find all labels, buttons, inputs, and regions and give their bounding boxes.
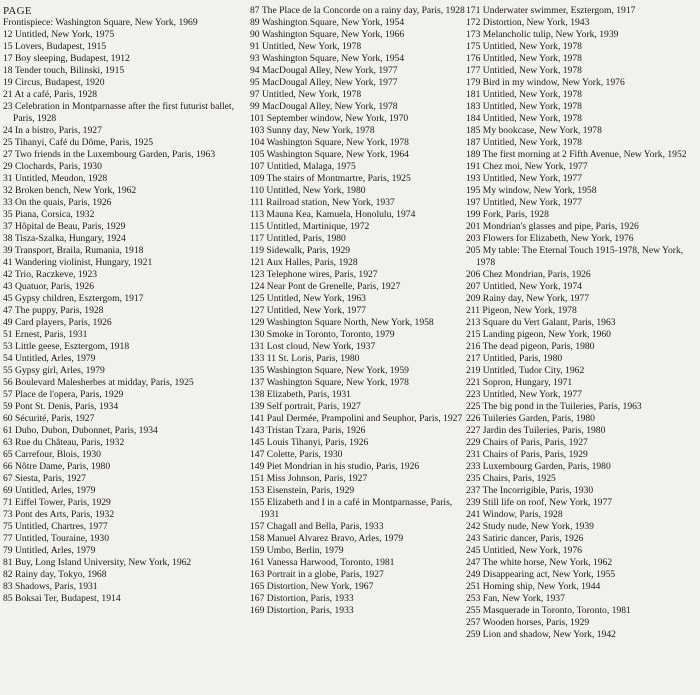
index-entry: 18 Tender touch, Bilinski, 1915 [3, 65, 125, 76]
index-entry: 141 Paul Dermée, Prampolini and Seuphor, Paris, 1927 [250, 413, 463, 424]
index-column-2 [250, 5, 465, 617]
index-entry: 94 MacDougal Alley, New York, 1977 [250, 65, 398, 76]
index-entry: 25 Tihanyi, Café du Dôme, Paris, 1925 [3, 137, 154, 148]
index-entry: 24 In a bistro, Paris, 1927 [3, 125, 102, 136]
index-entry: 55 Gypsy girl, Arles, 1979 [3, 365, 105, 376]
index-entry: 117 Untitled, Paris, 1980 [250, 233, 346, 244]
index-entry: 237 The Incorrigible, Paris, 1930 [466, 485, 594, 496]
index-entry: 95 MacDougal Alley, New York, 1977 [250, 77, 398, 88]
index-entry: 42 Trio, Raczkeve, 1923 [3, 269, 98, 280]
index-entry: 81 Buy, Long Island University, New York, 1962 [3, 557, 192, 568]
index-entry: 203 Flowers for Elizabeth, New York, 1976 [466, 233, 634, 244]
index-entry: 33 On the quais, Paris, 1926 [3, 197, 112, 208]
index-entry: 247 The white horse, New York, 1962 [466, 557, 613, 568]
index-entry: 29 Clochards, Paris, 1930 [3, 161, 102, 172]
index-entry: 233 Luxembourg Garden, Paris, 1980 [466, 461, 611, 472]
index-entry: 83 Shadows, Paris, 1931 [3, 581, 98, 592]
index-entry: 189 The first morning at 2 Fifth Avenue, New York, 1952 [466, 149, 687, 160]
index-entry: 205 My table: The Eternal Touch 1915-1978, New York, 1978 [466, 245, 684, 268]
index-entry: 97 Untitled, New York, 1978 [250, 89, 362, 100]
index-entry: 105 Washington Square, New York, 1964 [250, 149, 409, 160]
index-entry: 63 Rue du Château, Paris, 1932 [3, 437, 125, 448]
index-entry: 77 Untitled, Touraine, 1930 [3, 533, 109, 544]
index-entry: 57 Place de l'opera, Paris, 1929 [3, 389, 124, 400]
index-entry: 149 Piet Mondrian in his studio, Paris, 1926 [250, 461, 420, 472]
index-entry: 21 At a café, Paris, 1928 [3, 89, 98, 100]
index-entry: 51 Ernest, Paris, 1931 [3, 329, 88, 340]
index-entry: 138 Elizabeth, Paris, 1931 [250, 389, 351, 400]
index-entry: 259 Lion and shadow, New York, 1942 [466, 629, 616, 640]
index-entry: 243 Satiric dancer, Paris, 1926 [466, 533, 584, 544]
index-entry: 185 My bookcase, New York, 1978 [466, 125, 602, 136]
index-entry: 123 Telephone wires, Paris, 1927 [250, 269, 378, 280]
index-entry: 183 Untitled, New York, 1978 [466, 101, 582, 112]
index-entry: 249 Disappearing act, New York, 1955 [466, 569, 616, 580]
page-header: PAGE [3, 5, 32, 17]
index-entry: 56 Boulevard Malesherbes at midday, Paris, 1925 [3, 377, 194, 388]
index-entry: 66 Nôtre Dame, Paris, 1980 [3, 461, 111, 472]
index-entry: 241 Window, Paris, 1928 [466, 509, 563, 520]
index-entry: 255 Masquerade in Toronto, Toronto, 1981 [466, 605, 631, 616]
index-entry: 169 Distortion, Paris, 1933 [250, 605, 354, 616]
index-entry: 119 Sidewalk, Paris, 1929 [250, 245, 351, 256]
index-entry: 12 Untitled, New York, 1975 [3, 29, 115, 40]
index-entry: 103 Sunny day, New York, 1978 [250, 125, 375, 136]
index-entry: 143 Tristan Tzara, Paris, 1926 [250, 425, 366, 436]
index-entry: 101 September window, New York, 1970 [250, 113, 409, 124]
index-entry: 99 MacDougal Alley, New York, 1978 [250, 101, 398, 112]
index-entry: 159 Umbo, Berlin, 1979 [250, 545, 344, 556]
index-entry: 82 Rainy day, Tokyo, 1968 [3, 569, 107, 580]
index-entry: 157 Chagall and Bella, Paris, 1933 [250, 521, 384, 532]
index-entry: 231 Chairs of Paris, Paris, 1929 [466, 449, 588, 460]
index-entry: 201 Mondrian's glasses and pipe, Paris, 1926 [466, 221, 639, 232]
index-entry: 45 Gypsy children, Esztergom, 1917 [3, 293, 144, 304]
index-entry: 85 Boksai Ter, Budapest, 1914 [3, 593, 121, 604]
index-entry: 221 Sopron, Hungary, 1971 [466, 377, 573, 388]
index-entry: 131 Lost cloud, New York, 1937 [250, 341, 376, 352]
index-entry: 217 Untitled, Paris, 1980 [466, 353, 563, 364]
index-entry: 225 The big pond in the Tuileries, Paris, 1963 [466, 401, 642, 412]
index-entry: 60 Sécurité, Paris, 1927 [3, 413, 95, 424]
index-entry: 179 Bird in my window, New York, 1976 [466, 77, 625, 88]
index-entry: 133 11 St. Loris, Paris, 1980 [250, 353, 360, 364]
index-entry: 211 Pigeon, New York, 1978 [466, 305, 577, 316]
index-entry: 151 Miss Johnson, Paris, 1927 [250, 473, 368, 484]
index-entry: 107 Untitled, Malaga, 1975 [250, 161, 356, 172]
index-entry: 184 Untitled, New York, 1978 [466, 113, 582, 124]
index-entry: 181 Untitled, New York, 1978 [466, 89, 582, 100]
index-entry: 173 Melancholic tulip, New York, 1939 [466, 29, 619, 40]
index-entry: 90 Washington Square, New York, 1966 [250, 29, 405, 40]
index-entry: 31 Untitled, Meudon, 1928 [3, 173, 108, 184]
index-entry: 109 The stairs of Montmartre, Paris, 1925 [250, 173, 411, 184]
index-entry: 17 Boy sleeping, Budapest, 1912 [3, 53, 130, 64]
index-entry: 125 Untitled, New York, 1963 [250, 293, 366, 304]
index-entry: 35 Piana, Corsica, 1932 [3, 209, 95, 220]
index-entry: 41 Wandering violinist, Hungary, 1921 [3, 257, 153, 268]
index-entry: 158 Manuel Alvarez Bravo, Arles, 1979 [250, 533, 404, 544]
index-entry: 38 Tisza-Szalka, Hungary, 1924 [3, 233, 126, 244]
index-entry: 79 Untitled, Arles, 1979 [3, 545, 96, 556]
index-entry: 135 Washington Square, New York, 1959 [250, 365, 409, 376]
index-entry: 175 Untitled, New York, 1978 [466, 41, 582, 52]
index-entry: 49 Card players, Paris, 1926 [3, 317, 112, 328]
index-entry: 71 Eiffel Tower, Paris, 1929 [3, 497, 111, 508]
index-entry: 207 Untitled, New York, 1974 [466, 281, 582, 292]
index-entry: 32 Broken bench, New York, 1962 [3, 185, 137, 196]
index-entry: 115 Untitled, Martinique, 1972 [250, 221, 370, 232]
index-entry: 177 Untitled, New York, 1978 [466, 65, 582, 76]
index-entry: 193 Untitled, New York, 1977 [466, 173, 582, 184]
index-entry: 139 Self portrait, Paris, 1927 [250, 401, 361, 412]
index-entry: 54 Untitled, Arles, 1979 [3, 353, 96, 364]
index-entry: 110 Untitled, New York, 1980 [250, 185, 366, 196]
index-entry: 137 Washington Square, New York, 1978 [250, 377, 409, 388]
index-entry: 213 Square du Vert Galant, Paris, 1963 [466, 317, 616, 328]
index-entry: 153 Eisenstein, Paris, 1929 [250, 485, 355, 496]
index-entry: 124 Near Pont de Grenelle, Paris, 1927 [250, 281, 401, 292]
index-entry: 235 Chairs, Paris, 1925 [466, 473, 556, 484]
index-entry: 91 Untitled, New York, 1978 [250, 41, 362, 52]
index-entry: 163 Portrait in a globe, Paris, 1927 [250, 569, 384, 580]
index-entry: 39 Transport, Braila, Rumania, 1918 [3, 245, 144, 256]
index-entry: 191 Chez moi, New York, 1977 [466, 161, 588, 172]
index-entry: 215 Landing pigeon, New York, 1960 [466, 329, 611, 340]
index-entry: Frontispiece: Washington Square, New York, 1969 [3, 17, 198, 28]
index-entry: 59 Pont St. Denis, Paris, 1934 [3, 401, 119, 412]
index-entry: 171 Underwater swimmer, Esztergom, 1917 [466, 5, 636, 16]
index-entry: 216 The dead pigeon, Paris, 1980 [466, 341, 595, 352]
index-column-3 [466, 5, 698, 641]
index-entry: 67 Siesta, Paris, 1927 [3, 473, 86, 484]
index-entry: 53 Little geese, Esztergom, 1918 [3, 341, 130, 352]
index-entry: 61 Dubo, Dubon, Dubonnet, Paris, 1934 [3, 425, 158, 436]
index-entry: 161 Vanessa Harwood, Toronto, 1981 [250, 557, 395, 568]
index-entry: 43 Quatuor, Paris, 1926 [3, 281, 95, 292]
index-entry: 245 Untitled, New York, 1976 [466, 545, 582, 556]
index-entry: 113 Mauna Kea, Kamuela, Honolulu, 1974 [250, 209, 416, 220]
index-entry: 199 Fork, Paris, 1928 [466, 209, 549, 220]
index-entry: 155 Elizabeth and I in a café in Montparnasse, Paris, 1931 [250, 497, 453, 520]
index-entry: 130 Smoke in Toronto, Toronto, 1979 [250, 329, 395, 340]
index-entry: 223 Untitled, New York, 1977 [466, 389, 582, 400]
index-entry: 93 Washington Square, New York, 1954 [250, 53, 405, 64]
index-entry: 251 Homing ship, New York, 1944 [466, 581, 601, 592]
index-entry: 257 Wooden horses, Paris, 1929 [466, 617, 590, 628]
index-entry: 65 Carrefour, Blois, 1930 [3, 449, 101, 460]
index-entry: 69 Untitled, Arles, 1979 [3, 485, 96, 496]
index-entry: 227 Jardin des Tuileries, Paris, 1980 [466, 425, 606, 436]
index-entry: 129 Washington Square North, New York, 1958 [250, 317, 434, 328]
index-entry: 209 Rainy day, New York, 1977 [466, 293, 590, 304]
index-entry: 253 Fan, New York, 1937 [466, 593, 565, 604]
index-entry: 23 Celebration in Montparnasse after the first futurist ballet, Paris, 1928 [3, 101, 234, 124]
index-entry: 27 Two friends in the Luxembourg Garden, Paris, 1963 [3, 149, 216, 160]
index-entry: 37 Hôpital de Beau, Paris, 1929 [3, 221, 126, 232]
index-entry: 147 Colette, Paris, 1930 [250, 449, 343, 460]
index-entry: 195 My window, New York, 1958 [466, 185, 597, 196]
index-entry: 239 Still life on roof, New York, 1977 [466, 497, 613, 508]
index-entry: 219 Untitled, Tudor City, 1962 [466, 365, 585, 376]
index-entry: 111 Railroad station, New York, 1937 [250, 197, 395, 208]
index-entry: 165 Distortion, New York, 1967 [250, 581, 374, 592]
index-entry: 226 Tuileries Garden, Paris, 1980 [466, 413, 595, 424]
index-entry: 87 The Place de la Concorde on a rainy day, Paris, 1928 [250, 5, 465, 16]
index-entry: 75 Untitled, Chartres, 1977 [3, 521, 108, 532]
index-entry: 167 Distortion, Paris, 1933 [250, 593, 354, 604]
index-entry: 104 Washington Square, New York, 1978 [250, 137, 409, 148]
index-entry: 197 Untitled, New York, 1977 [466, 197, 582, 208]
index-entry: 127 Untitled, New York, 1977 [250, 305, 366, 316]
index-entry: 73 Pont des Arts, Paris, 1932 [3, 509, 115, 520]
index-entry: 229 Chairs of Paris, Paris, 1927 [466, 437, 588, 448]
index-column-1 [3, 5, 243, 605]
index-entry: 172 Distortion, New York, 1943 [466, 17, 590, 28]
index-entry: 47 The puppy, Paris, 1928 [3, 305, 104, 316]
index-entry: 206 Chez Mondrian, Paris, 1926 [466, 269, 591, 280]
index-entry: 176 Untitled, New York, 1978 [466, 53, 582, 64]
index-entry: 15 Lovers, Budapest, 1915 [3, 41, 107, 52]
index-entry: 145 Louis Tihanyi, Paris, 1926 [250, 437, 369, 448]
index-entry: 89 Washington Square, New York, 1954 [250, 17, 405, 28]
index-entry: 121 Aux Halles, Paris, 1928 [250, 257, 358, 268]
index-entry: 187 Untitled, New York, 1978 [466, 137, 582, 148]
index-entry: 242 Study nude, New York, 1939 [466, 521, 594, 532]
index-entry: 19 Circus, Budapest, 1920 [3, 77, 105, 88]
